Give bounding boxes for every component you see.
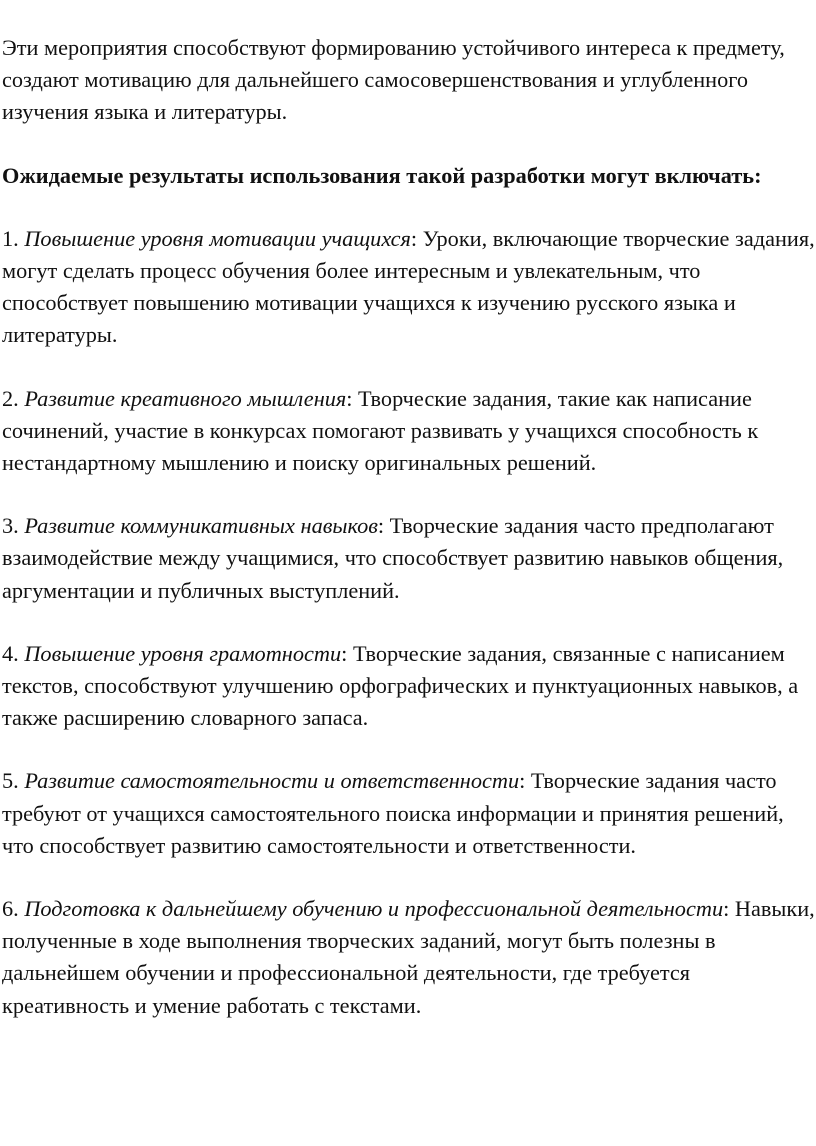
item-term: Повышение уровня мотивации учащихся bbox=[24, 225, 411, 251]
item-text: : Творческие задания часто предполагают взаимодействие между учащимися, что способствует развитию навыков общения, аргументации и публичных выступлений. bbox=[2, 513, 784, 603]
list-item bbox=[2, 223, 816, 352]
list-item bbox=[2, 510, 816, 607]
item-term: Развитие самостоятельности и ответственности bbox=[24, 768, 520, 794]
item-text: : Творческие задания часто требуют от учащихся самостоятельного поиска информации и принятия решений, что способствует развитию самостоятельности и ответственности. bbox=[2, 768, 784, 858]
item-text: : Навыки, полученные в ходе выполнения творческих заданий, могут быть полезны в дальнейшем обучении и профессиональной деятельности, где требуется креативность и умение работать с текстами. bbox=[2, 896, 815, 1018]
item-text: : Творческие задания, связанные с написанием текстов, способствуют улучшению орфографических и пунктуационных навыков, а также расширению словарного запаса. bbox=[2, 640, 799, 731]
item-text: : Уроки, включающие творческие задания, могут сделать процесс обучения более интересным и увлекательным, что способствует повышению мотивации учащихся к изучению русского языка и литературы. bbox=[2, 225, 815, 348]
list-item bbox=[2, 638, 816, 735]
results-list bbox=[2, 223, 816, 1022]
list-item bbox=[2, 383, 816, 480]
item-text: : Творческие задания, такие как написание сочинений, участие в конкурсах помогают развивать у учащихся способность к нестандартному мышлению и поиску оригинальных решений. bbox=[2, 385, 759, 476]
list-item bbox=[2, 765, 816, 862]
item-number: 1. bbox=[2, 225, 19, 251]
item-term: Развитие коммуникативных навыков bbox=[24, 513, 378, 539]
item-term: Развитие креативного мышления bbox=[24, 385, 347, 411]
item-number: 4. bbox=[2, 640, 19, 666]
intro-paragraph: Эти мероприятия способствуют формированию устойчивого интереса к предмету, создают мотивацию для дальнейшего самосовершенствования и углубленного изучения языка и литературы. bbox=[2, 35, 785, 125]
item-number: 5. bbox=[2, 768, 19, 794]
item-term: Подготовка к дальнейшему обучению и профессиональной деятельности bbox=[24, 896, 724, 922]
list-item bbox=[2, 893, 816, 1022]
item-number: 3. bbox=[2, 513, 19, 539]
item-number: 6. bbox=[2, 896, 19, 922]
section-heading: Ожидаемые результаты использования такой разработки могут включать: bbox=[2, 162, 762, 188]
item-number: 2. bbox=[2, 385, 19, 411]
item-term: Повышение уровня грамотности bbox=[24, 640, 342, 666]
